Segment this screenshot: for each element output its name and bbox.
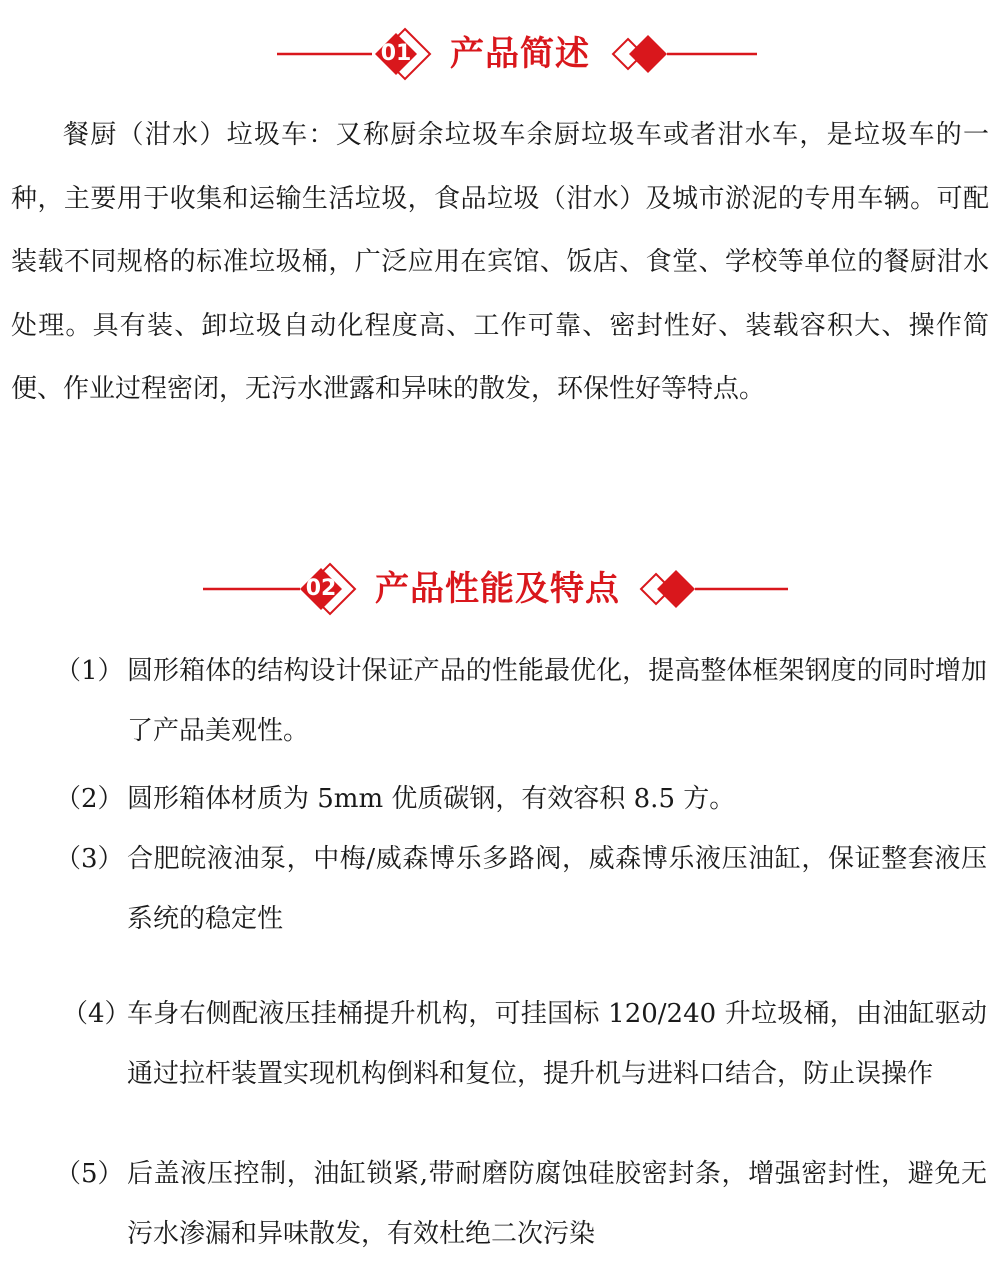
feature-item-number: （2） — [55, 784, 124, 814]
intro-paragraph: 餐厨（泔水）垃圾车：又称厨余垃圾车余厨垃圾车或者泔水车，是垃圾车的一种，主要用于收集和运输生活垃圾，食品垃圾（泔水）及城市淤泥的专用车辆。可配装载不同规格的标准垃圾桶，广泛应用在宾馆、饭店、食堂、学校等单位的餐厨泔水处理。具有装、卸垃圾自动化程度高、工作可靠、密封性好、装载容积大、操作简便、作业过程密闭，无污水泄露和异味的散发，环保性好等特点。 — [11, 120, 989, 404]
feature-item-text: 后盖液压控制，油缸锁紧,带耐磨防腐蚀硅胶密封条，增强密封性，避免无污水渗漏和异味散发，有效杜绝二次污染 — [127, 1159, 987, 1249]
feature-item-3 — [55, 829, 990, 954]
feature-item-5 — [55, 1144, 990, 1269]
section-1-title: 产品简述 — [450, 34, 590, 74]
feature-item-number: （3） — [55, 844, 124, 874]
feature-item-number: （4） — [62, 999, 131, 1029]
feature-item-text: 合肥皖液油泵，中梅/威森博乐多路阀，威森博乐液压油缸，保证整套液压系统的稳定性 — [127, 844, 987, 934]
section-1-header — [0, 24, 1000, 84]
feature-item-1 — [55, 641, 990, 766]
feature-item-text: 圆形箱体的结构设计保证产品的性能最优化，提高整体框架钢度的同时增加了产品美观性。 — [127, 656, 987, 746]
feature-item-text: 车身右侧配液压挂桶提升机构，可挂国标 120/240 升垃圾桶，由油缸驱动通过拉杆装置实现机构倒料和复位，提升机与进料口结合，防止误操作 — [127, 999, 987, 1089]
section-2-number: 02 — [305, 576, 337, 601]
section-2-title: 产品性能及特点 — [375, 569, 620, 609]
feature-item-2 — [55, 769, 990, 831]
section-2-header — [0, 559, 1000, 619]
feature-item-number: （5） — [55, 1159, 124, 1189]
feature-item-4 — [62, 984, 990, 1169]
feature-item-number: （1） — [55, 656, 124, 686]
feature-item-text: 圆形箱体材质为 5mm 优质碳钢，有效容积 8.5 方。 — [127, 784, 736, 814]
section-1-number: 01 — [380, 41, 412, 66]
